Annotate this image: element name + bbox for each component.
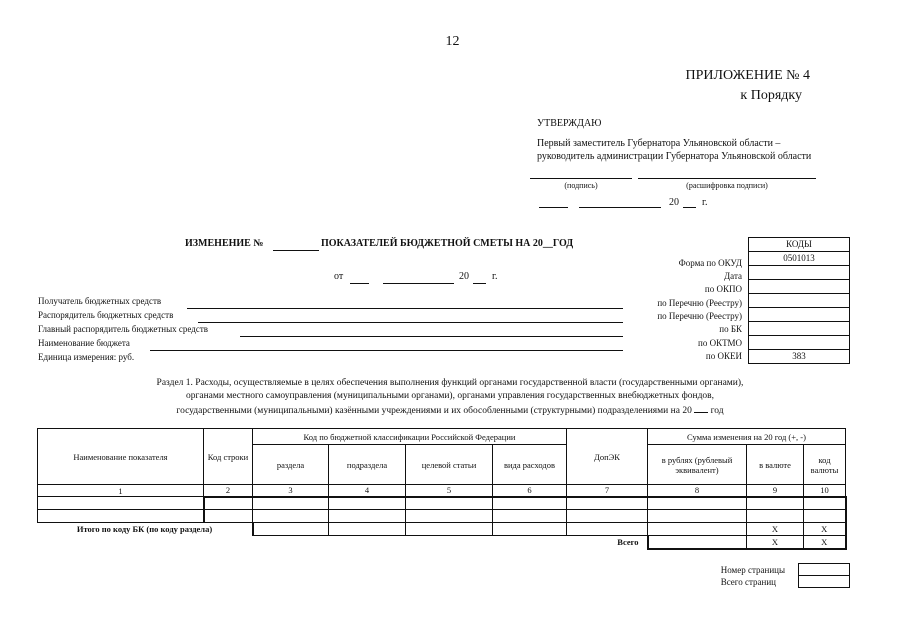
header-rub: в рублях (рублевый эквивалент) [648,445,747,485]
total-pages-field[interactable] [799,576,849,587]
label-unit: Единица измерения: руб. [38,352,135,362]
code-bk[interactable] [749,322,849,336]
section-year-line[interactable] [694,403,708,413]
x-mark: X [747,523,804,536]
cell[interactable] [329,497,406,510]
approval-month-line[interactable] [579,207,661,208]
cell[interactable] [493,523,567,536]
cell[interactable] [204,497,253,510]
header-name: Наименование показателя [38,429,204,485]
cell[interactable] [648,536,747,549]
page-number-label: Номер страницы [720,565,785,575]
manager-line[interactable] [198,322,623,323]
label-registry-2: по Перечню (Реестру) [657,311,742,321]
label-budget-name: Наименование бюджета [38,338,130,348]
cell[interactable] [747,497,804,510]
cell[interactable] [253,497,329,510]
label-date: Дата [724,271,742,281]
page-number-field[interactable] [799,564,849,576]
approval-year-prefix: 20 [669,197,679,208]
header-currency-code: код валюты [804,445,846,485]
cell[interactable] [648,510,747,523]
codes-box [748,237,850,364]
col-num: 4 [329,485,406,497]
approval-year-suffix: г. [702,197,708,208]
header-currency: в валюте [747,445,804,485]
total-row [38,536,846,549]
cell[interactable] [406,523,493,536]
cell[interactable] [406,510,493,523]
col-num: 2 [204,485,253,497]
col-num: 5 [406,485,493,497]
cell[interactable] [38,497,204,510]
code-date[interactable] [749,266,849,280]
decoding-caption: (расшифровка подписи) [686,181,768,190]
from-month-line[interactable] [383,283,454,284]
pages-box [798,563,850,588]
section-line3-suffix: год [710,406,724,416]
header-dopek: ДопЭК [567,429,648,485]
appendix-subtitle: к Порядку [740,88,802,103]
cell[interactable] [648,497,747,510]
x-mark: X [804,536,846,549]
header-podrazdel: подраздела [329,445,406,485]
label-manager: Распорядитель бюджетных средств [38,310,174,320]
cell[interactable] [204,510,253,523]
code-okud[interactable]: 0501013 [749,252,849,266]
cell[interactable] [406,497,493,510]
change-number-line[interactable] [273,250,319,251]
cell[interactable] [493,497,567,510]
col-num: 6 [493,485,567,497]
label-registry-1: по Перечню (Реестру) [657,298,742,308]
cell[interactable] [253,523,329,536]
appendix-title: ПРИЛОЖЕНИЕ № 4 [685,68,810,83]
code-okei[interactable]: 383 [749,350,849,364]
x-mark: X [804,523,846,536]
signature-line[interactable] [530,178,632,179]
col-num: 8 [648,485,747,497]
col-num: 1 [38,485,204,497]
cell[interactable] [567,497,648,510]
table-row [38,510,846,523]
label-bk: по БК [719,324,742,334]
cell[interactable] [329,510,406,523]
x-mark: X [747,536,804,549]
approval-position-line1: Первый заместитель Губернатора Ульяновской области – [537,138,781,149]
approval-heading: УТВЕРЖДАЮ [537,118,602,129]
total-pages-label: Всего страниц [720,577,776,587]
from-day-line[interactable] [350,283,369,284]
from-year-suffix: г. [492,271,498,282]
approval-year-line[interactable] [683,207,696,208]
codes-header: КОДЫ [749,238,849,252]
decoding-line[interactable] [638,178,816,179]
total-label: Всего [617,537,639,548]
expenses-table [37,428,847,550]
cell[interactable] [747,510,804,523]
recipient-line[interactable] [187,308,623,309]
code-registry-2[interactable] [749,308,849,322]
section-line1: Раздел 1. Расходы, осуществляемые в целях обеспечения выполнения функций органами государственной власти (государственными органами), [156,378,744,388]
cell[interactable] [329,523,406,536]
chief-manager-line[interactable] [240,336,623,337]
code-registry-1[interactable] [749,294,849,308]
table-row [38,497,846,510]
total-bk-label: Итого по коду БК (по коду раздела) [76,524,213,535]
label-okpo: по ОКПО [704,284,742,294]
from-label: от [334,271,344,282]
cell[interactable] [38,510,204,523]
header-expense: вида расходов [493,445,567,485]
cell[interactable] [804,497,846,510]
col-num: 3 [253,485,329,497]
signature-caption: (подпись) [564,181,598,190]
label-okei: по ОКЕИ [705,351,742,361]
from-year-prefix: 20 [459,271,469,282]
label-chief-manager: Главный распорядитель бюджетных средств [38,324,208,334]
header-bk-group: Код по бюджетной классификации Российской Федерации [253,429,567,445]
approval-position-line2: руководитель администрации Губернатора Ульяновской области [537,151,812,162]
label-oktmo: по ОКТМО [698,338,742,348]
label-okud: Форма по ОКУД [678,258,742,268]
form-title-left: ИЗМЕНЕНИЕ № [185,238,264,249]
header-razdel: раздела [253,445,329,485]
col-num: 9 [747,485,804,497]
col-num: 7 [567,485,648,497]
cell[interactable] [567,523,648,536]
code-oktmo[interactable] [749,336,849,350]
col-num: 10 [804,485,846,497]
cell[interactable] [253,510,329,523]
from-year-line[interactable] [473,283,486,284]
column-numbers-row [38,485,846,497]
page-number: 12 [445,34,460,49]
section-line2: органами местного самоуправления (муниципальными органами), органами управления государственных внебюджетных фондов, [185,391,715,401]
cell[interactable] [804,510,846,523]
header-target: целевой статьи [406,445,493,485]
section-line3-text: государственными (муниципальными) казёнными учреждениями и их обособленными (структурными) подразделениями на 20 [176,406,692,416]
section-line3 [40,403,860,418]
header-sum-group: Сумма изменения на 20 год (+, -) [648,429,846,445]
form-title-right: ПОКАЗАТЕЛЕЙ БЮДЖЕТНОЙ СМЕТЫ НА 20__ГОД [321,238,574,249]
code-okpo[interactable] [749,280,849,294]
budget-name-line[interactable] [150,350,623,351]
approval-day-line[interactable] [539,207,568,208]
cell[interactable] [567,510,648,523]
header-code: Код строки [204,429,253,485]
cell[interactable] [648,523,747,536]
total-bk-row [38,523,846,536]
label-recipient: Получатель бюджетных средств [38,296,162,306]
cell[interactable] [493,510,567,523]
